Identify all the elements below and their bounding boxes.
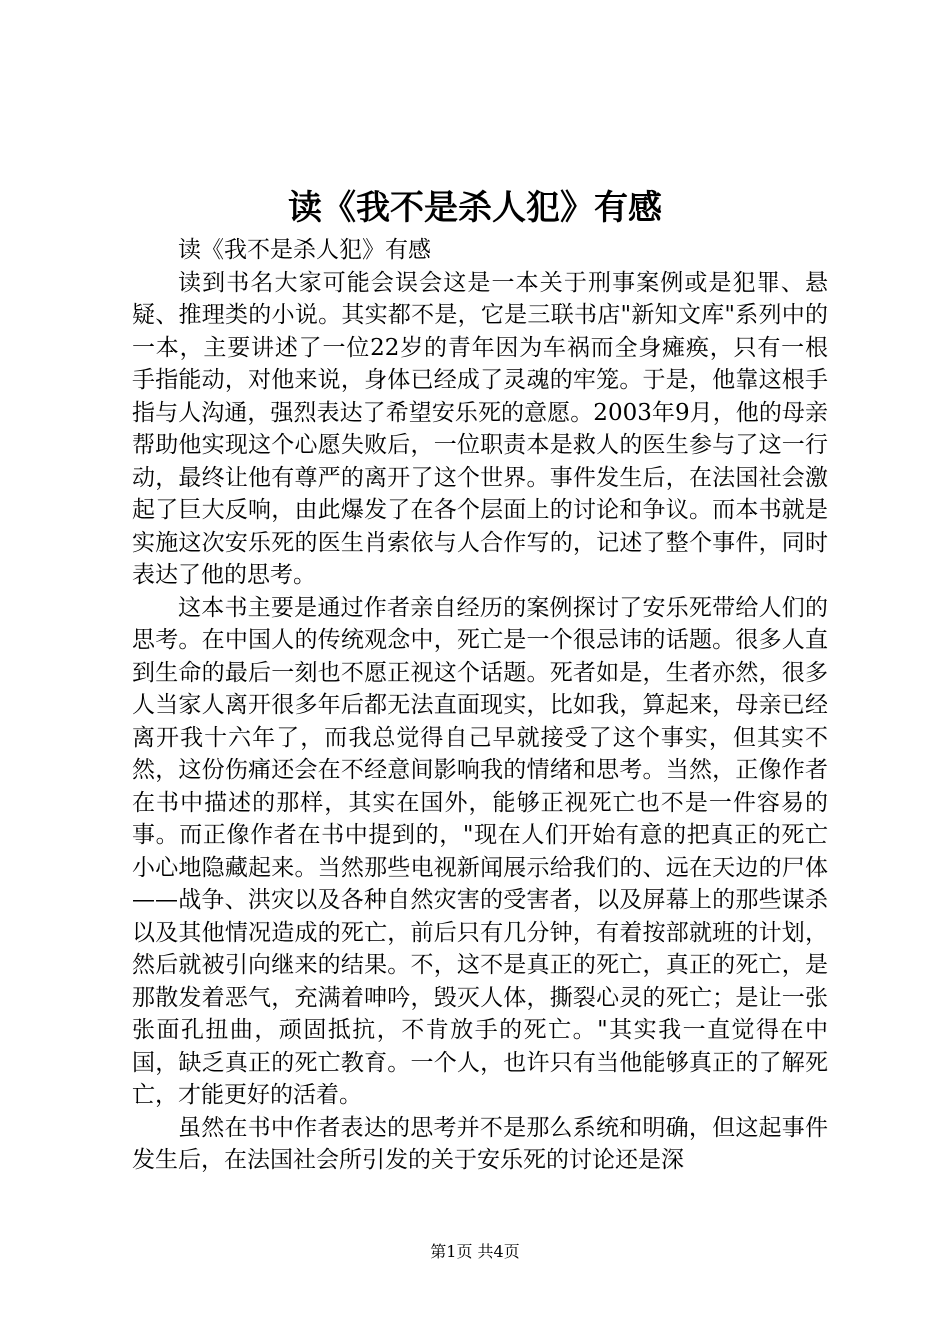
page-footer: 第1页 共4页 xyxy=(430,1242,520,1261)
document-body xyxy=(132,234,828,1177)
page-title: 读《我不是杀人犯》有感 xyxy=(288,188,662,228)
paragraph-3: 虽然在书中作者表达的思考并不是那么系统和明确，但这起事件发生后，在法国社会所引发的关于安乐死的讨论还是深 xyxy=(132,1114,828,1173)
paragraph-subtitle: 读《我不是杀人犯》有感 xyxy=(178,237,431,263)
paragraph-2: 这本书主要是通过作者亲自经历的案例探讨了安乐死带给人们的思考。在中国人的传统观念中，死亡是一个很忌讳的话题。很多人直到生命的最后一刻也不愿正视这个话题。死者如是，生者亦然，很多人当家人离开很多年后都无法直面现实，比如我，算起来，母亲已经离开我十六年了，而我总觉得自己早就接受了这个事实，但其实不然，这份伤痛还会在不经意间影响我的情绪和思考。当然，正像作者在书中描述的那样，其实在国外，能够正视死亡也不是一件容易的事。而正像作者在书中提到的，"现在人们开始有意的把真正的死亡小心地隐藏起来。当然那些电视新闻展示给我们的、远在天边的尸体——战争、洪灾以及各种自然灾害的受害者，以及屏幕上的那些谋杀以及其他情况造成的死亡，前后只有几分钟，有着按部就班的计划，然后就被引向继来的结果。不，这不是真正的死亡，真正的死亡，是那散发着恶气，充满着呻吟，毁灭人体，撕裂心灵的死亡；是让一张张面孔扭曲，顽固抵抗，不肯放手的死亡。"其实我一直觉得在中国，缺乏真正的死亡教育。一个人，也许只有当他能够真正的了解死亡，才能更好的活着。 xyxy=(132,594,828,1108)
paragraph-1: 读到书名大家可能会误会这是一本关于刑事案例或是犯罪、悬疑、推理类的小说。其实都不是，它是三联书店"新知文库"系列中的一本，主要讲述了一位22岁的青年因为车祸而全身瘫痪，只有一根手指能动，对他来说，身体已经成了灵魂的牢笼。于是，他靠这根手指与人沟通，强烈表达了希望安乐死的意愿。2003年9月，他的母亲帮助他实现这个心愿失败后，一位职责本是救人的医生参与了这一行动，最终让他有尊严的离开了这个世界。事件发生后，在法国社会激起了巨大反响，由此爆发了在各个层面上的讨论和争议。而本书就是实施这次安乐死的医生肖索依与人合作写的，记述了整个事件，同时表达了他的思考。 xyxy=(132,269,828,588)
